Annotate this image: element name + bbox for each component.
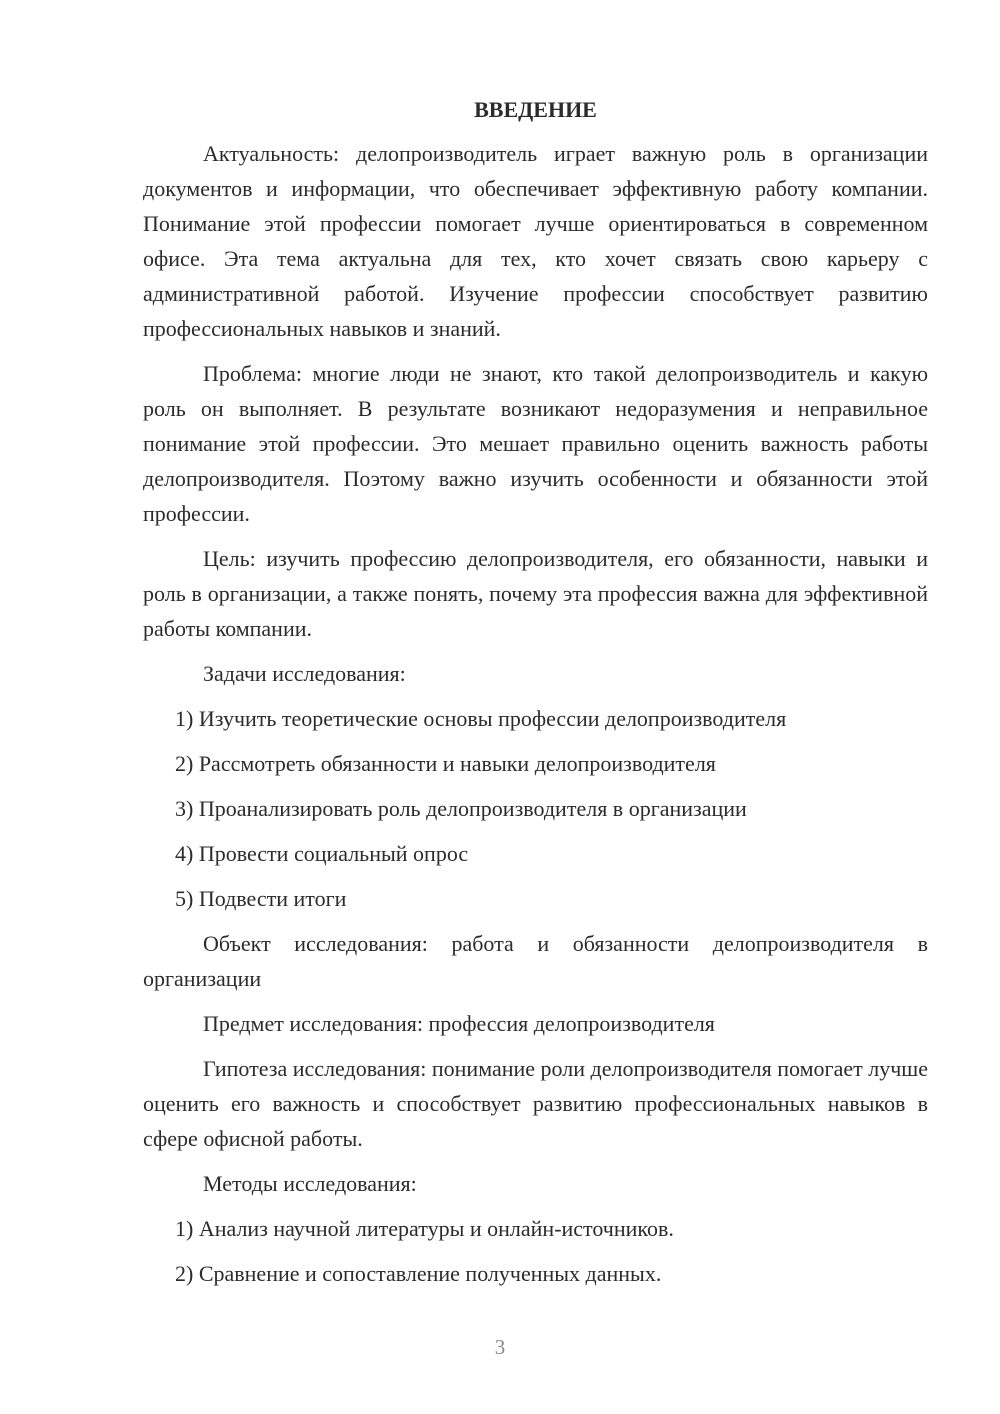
goal-paragraph: Цель: изучить профессию делопроизводителя, его обязанности, навыки и роль в организации, а также понять, почему эта профессия важна для эффективной работы компании.	[143, 546, 928, 641]
task-item: 3) Проанализировать роль делопроизводителя в организации	[175, 796, 747, 821]
page-number: 3	[494, 1335, 506, 1359]
task-item: 5) Подвести итоги	[175, 886, 347, 911]
method-item: 1) Анализ научной литературы и онлайн-источников.	[175, 1216, 674, 1241]
problem-paragraph: Проблема: многие люди не знают, кто такой делопроизводитель и какую роль он выполняет. В результате возникают недоразумения и неправильное понимание этой профессии. Это мешает правильно оценить важность работы делопроизводителя. Поэтому важно изучить особенности и обязанности этой профессии.	[143, 361, 928, 526]
task-item: 1) Изучить теоретические основы профессии делопроизводителя	[175, 706, 787, 731]
method-item: 2) Сравнение и сопоставление полученных данных.	[175, 1261, 662, 1286]
object-paragraph: Объект исследования: работа и обязанности делопроизводителя в организации	[143, 931, 928, 991]
tasks-list	[143, 701, 928, 916]
task-item: 4) Провести социальный опрос	[175, 841, 469, 866]
task-item: 2) Рассмотреть обязанности и навыки делопроизводителя	[175, 751, 716, 776]
page-title: ВВЕДЕНИЕ	[474, 97, 597, 122]
methods-heading: Методы исследования:	[203, 1171, 417, 1196]
subject-paragraph: Предмет исследования: профессия делопроизводителя	[203, 1011, 715, 1036]
actuality-paragraph: Актуальность: делопроизводитель играет важную роль в организации документов и информации, что обеспечивает эффективную работу компании. Понимание этой профессии помогает лучше ориентироваться в современном офисе. Эта тема актуальна для тех, кто хочет связать свою карьеру с административной работой. Изучение профессии способствует развитию профессиональных навыков и знаний.	[143, 141, 928, 341]
hypothesis-paragraph: Гипотеза исследования: понимание роли делопроизводителя помогает лучше оценить его важность и способствует развитию профессиональных навыков в сфере офисной работы.	[143, 1056, 928, 1151]
tasks-heading: Задачи исследования:	[203, 661, 406, 686]
methods-list	[143, 1211, 928, 1291]
page-content	[143, 94, 928, 1301]
